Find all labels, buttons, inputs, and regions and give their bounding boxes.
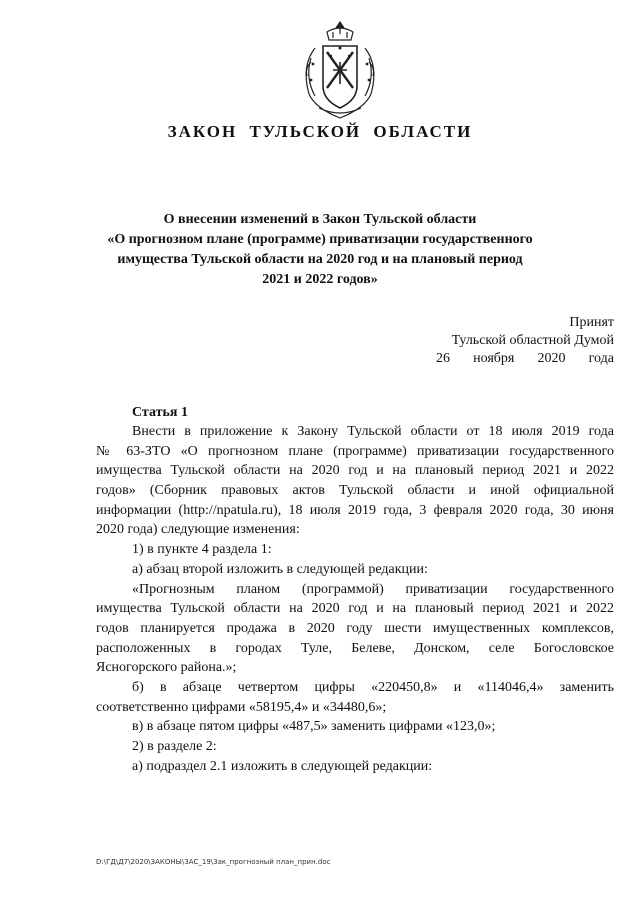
body-line: а) подраздел 2.1 изложить в следующей редакции: [132,758,433,774]
subject-line: «О прогнозном плане (программе) приватизации государственного [107,232,533,247]
adoption-date [436,350,614,368]
article-body [96,403,614,776]
body-line: 2) в разделе 2: [132,739,217,754]
body-line: имущества Тульской области на 2020 год и на плановый период 2021 и 2022 [96,463,614,479]
subject-line: имущества Тульской области на 2020 год и на плановый период [117,252,523,267]
body-line: 1) в пункте 4 раздела 1: [132,542,272,558]
body-line: в) в абзаце пятом цифры «487,5» заменить цифрами «123,0»; [132,719,496,735]
body-line: а) абзац второй изложить в следующей редакции: [132,561,428,577]
adopted-by: Тульской областной Думой [451,333,614,348]
body-line: «Прогнозным планом (программой) приватизации государственного [132,581,614,597]
body-line: годов» (Сборник правовых актов Тульской области и иной официальной [96,483,614,499]
subject-line: О внесении изменений в Закон Тульской области [163,212,477,227]
body-line: соответственно цифрами «58195,4» и «34480,6»; [96,699,387,715]
law-subject [100,210,540,290]
subject-line: 2021 и 2022 годов» [262,272,378,287]
law-title: ЗАКОН ТУЛЬСКОЙ ОБЛАСТИ [167,122,473,141]
body-line: Ясногорского района.»; [96,660,237,676]
body-line: имущества Тульской области на 2020 год и на плановый период 2021 и 2022 [96,601,614,617]
body-line: Внести в приложение к Закону Тульской области от 18 июля 2019 года [132,424,614,439]
adoption-year-word: года [588,351,614,366]
adoption-month: ноября [473,351,515,366]
adoption-day: 26 [436,351,450,366]
body-line: годов планируется продажа в 2020 году шести имущественных комплексов, [96,620,614,636]
adopted-label: Принят [569,315,614,330]
body-line: б) в абзаце четвертом цифры «220450,8» и «114046,4» заменить [132,679,614,695]
body-line: 2020 года) следующие изменения: [96,522,300,538]
body-line: № 63-ЗТО «О прогнозном плане (программе) приватизации государственного [96,443,614,459]
body-line: информации (http://npatula.ru), 18 июля 2019 года, 3 февраля 2020 года, 30 июня [96,502,614,518]
coat-of-arms-emblem [297,18,383,122]
adoption-block [436,314,614,368]
footer-file-path: D:\ГД\Д7\2020\ЗАКОНЫ\ЗАС_19\Зак_прогнозный план_прин.doc [96,858,331,866]
article-heading: Статья 1 [132,405,188,420]
adoption-year: 2020 [537,351,566,366]
body-line: расположенных в городах Туле, Белеве, Донском, селе Богословское [96,640,614,656]
